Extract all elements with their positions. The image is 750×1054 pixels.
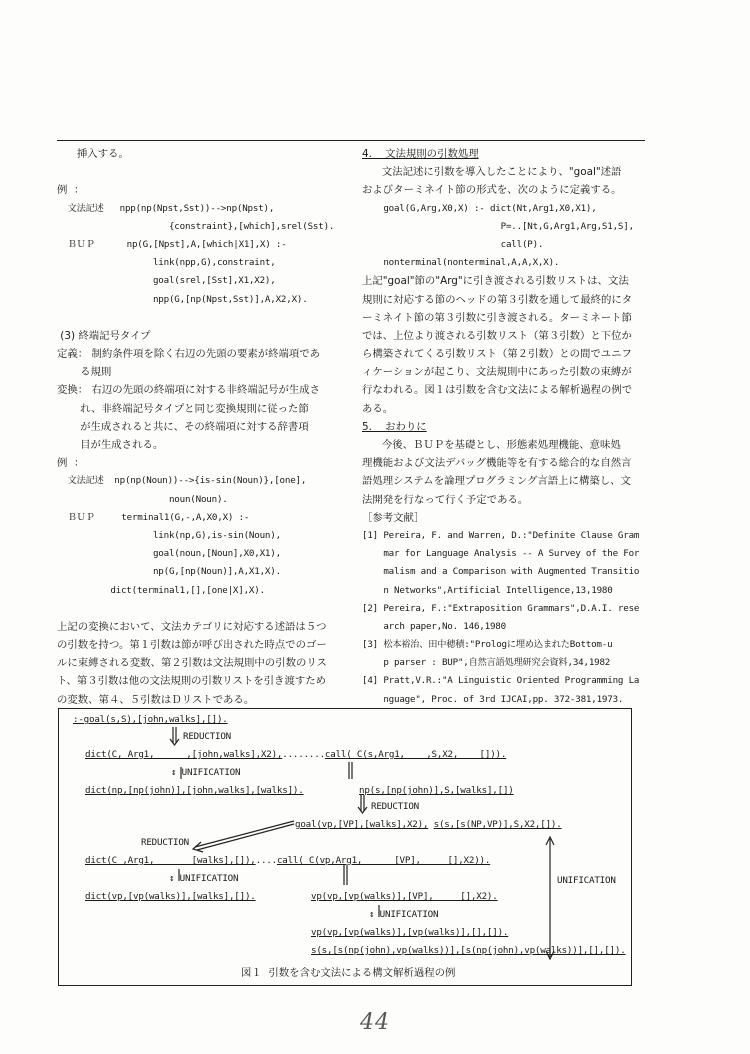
left-column-line: 文法記述 npp(np(Npst,Sst))-->np(Npst),: [57, 202, 275, 214]
right-column-line: 文法記述に引数を導入したことにより、"goal"述語: [362, 166, 622, 179]
fig-label-unification-1: ↕ UNIFICATION: [171, 767, 241, 778]
right-column-line: 規則に対応する節のヘッドの第３引数を通して最終的にタ: [362, 293, 633, 306]
left-column-line: の引数を持つ。第１引数は節が呼び出された時点でのゴー: [57, 639, 327, 652]
left-column-line: link(npp,G),constraint,: [57, 257, 276, 269]
right-column-line: n Networks",Artificial Intelligence,13,1980: [362, 584, 613, 596]
right-column-line: [4] Pratt,V.R.:"A Linguistic Oriented Programming La: [362, 675, 640, 687]
left-column-line: 定義： 制約条件項を除く右辺の先頭の要素が終端項であ: [57, 348, 321, 361]
fig-label-reduction-1: REDUCTION: [183, 731, 231, 742]
right-column-line: 4. 文法規則の引数処理: [362, 148, 479, 160]
page-number: 44: [360, 1010, 390, 1035]
left-column-line: link(np,G),is-sin(Noun),: [57, 529, 281, 541]
reduction-arrow-1: [170, 739, 179, 745]
left-column-line: (3) 終端記号タイプ: [57, 329, 151, 342]
left-column-line: の変数、第４、５引数はＤリストである。: [57, 693, 255, 706]
left-column-line: [57, 163, 353, 181]
right-column-line: arch paper,No. 146,1980: [362, 620, 506, 632]
left-column-line: が生成されると共に、その終端項に対する辞書項: [57, 420, 309, 433]
fig-label-unification-side: UNIFICATION: [557, 875, 616, 886]
fig-line-goal-vp: goal(vp,[VP],[walks],X2), s(s,[s(NP,VP)],S,X2,[]).: [295, 819, 562, 830]
right-column-line: 法開発を行なって行く予定である。: [362, 493, 529, 506]
left-column-line: 上記の変換において、文法カテゴリに対応する述語は５つ: [57, 620, 327, 633]
right-column-line: P=..[Nt,G,Arg1,Arg,S1,S],: [362, 220, 634, 232]
left-column-line: る規則: [57, 366, 112, 379]
right-column-line: では、上位より渡される引数リスト（第３引数）と下位か: [362, 329, 632, 342]
right-column-line: ら構築されてくる引数リスト（第２引数）との間でユニフ: [362, 348, 632, 361]
right-column-line: mar for Language Analysis -- A Survey of the For: [362, 548, 640, 560]
left-column-line: ＢＵＰ np(G,[Npst],A,[which|X1],X) :-: [57, 238, 287, 250]
left-column-line: np(G,[np(Noun)],A,X1,X).: [57, 566, 281, 578]
right-column-line: ［参考文献］: [362, 511, 425, 524]
fig-label-unification-2: ↕ UNIFICATION: [169, 873, 239, 884]
fig-line-dict-vp: dict(vp,[vp(walks)],[walks],[]).: [85, 891, 256, 902]
left-column-line: ルに束縛される変数、第２引数は文法規則中の引数のリス: [57, 657, 327, 670]
right-column-line: ーミネイト節の第３引数に引き渡される。ターミネート節: [362, 311, 632, 324]
right-column-line: 語処理システムを論理プログラミング言語上に構築し、文: [362, 475, 631, 488]
top-rule: [57, 140, 645, 141]
right-column-line: [1] Pereira, F. and Warren, D.:"Definite Clause Gram: [362, 529, 640, 541]
fig-line-dict-call-vp: dict(C ,Arg1, [walks],[]),....call( C(vp,Arg1, [VP], [],X2)).: [85, 855, 491, 866]
right-column-line: p parser : BUP",自然言語処理研究会資料,34,1982: [362, 657, 611, 669]
right-column-line: malism and a Comparison with Augmented Transitio: [362, 566, 640, 578]
right-column-line: call(P).: [362, 238, 544, 250]
left-column-line: ト、第３引数は他の文法規則の引数リストを引き渡すため: [57, 675, 327, 688]
left-column-line: 目が生成される。: [57, 439, 164, 451]
left-column-line: npp(G,[np(Npst,Sst)],A,X2,X).: [57, 293, 308, 305]
fig-line-s-result: s(s,[s(np(john),vp(walks))],[s(np(john),vp(walks))],[],[]).: [311, 945, 626, 956]
right-column-line: ィケーションが起こり、文法規則中にあった引数の束縛が: [362, 366, 632, 379]
right-column-line: 行なわれる。図１は引数を含む文法による解析過程の例で: [362, 384, 633, 397]
right-column-line: goal(G,Arg,X0,X) :- dict(Nt,Arg1,X0,X1),: [362, 202, 597, 214]
left-column-line: 文法記述 np(np(Noun))-->{is-sin(Noun)},[one],: [57, 475, 307, 487]
left-column-line: 例 ：: [57, 184, 85, 197]
left-column-line: 変換： 右辺の先頭の終端項に対する非終端記号が生成さ: [57, 384, 321, 397]
fig-label-reduction-2: REDUCTION: [371, 801, 419, 812]
left-column-line: 例 ：: [57, 457, 85, 470]
right-column-line: 理機能および文法デバッグ機能等を有する総合的な自然言: [362, 457, 632, 470]
right-column-line: およびターミネイト節の形式を、次のように定義する。: [362, 184, 622, 197]
fig-label-unification-3: ↕ UNIFICATION: [369, 909, 439, 920]
left-column-line: goal(srel,[Sst],X1,X2),: [57, 275, 276, 287]
left-column-line: [57, 600, 353, 618]
fig-line-np-s: np(s,[np(john)],S,[walks],[]): [359, 785, 514, 796]
left-column-line: noun(Noun).: [57, 493, 228, 505]
left-column-line: {constraint},[which],srel(Sst).: [57, 220, 335, 232]
fig-line-goal: :-goal(s,S),[john,walks],[]).: [73, 714, 228, 725]
right-column-line: nonterminal(nonterminal,A,A,X,X).: [362, 257, 560, 269]
left-column: [57, 145, 353, 709]
fig-label-reduction-3: REDUCTION: [141, 837, 189, 848]
right-column-line: nguage", Proc. of 3rd IJCAI,pp. 372-381,1973.: [362, 693, 624, 705]
fig-line-dict-call: dict(C, Arg1, ,[john,walks],X2),........call( C(s,Arg1, ,S,X2, [])).: [85, 749, 507, 760]
left-column-line: dict(terminal1,[],[one|X],X).: [57, 584, 265, 596]
right-column-line: [2] Pereira, F.:"Extraposition Grammars",D.A.I. rese: [362, 602, 640, 614]
left-column-line: [57, 309, 353, 327]
right-column-line: 5. おわりに: [362, 420, 427, 433]
fig-line-vp-vp: vp(vp,[vp(walks)],[VP], [],X2).: [311, 891, 498, 902]
right-column-line: ある。: [362, 402, 394, 415]
fig-line-dict-np: dict(np,[np(john)],[john,walks],[walks]).: [85, 785, 304, 796]
left-column-line: れ、非終端記号タイプと同じ変換規則に従った節: [57, 402, 309, 415]
left-column-line: goal(noun,[Noun],X0,X1),: [57, 548, 281, 560]
right-column-line: 今後、ＢＵＰを基礎とし、形態素処理機能、意味処: [362, 439, 621, 451]
figure-caption: 図１ 引数を含む文法による構文解析過程の例: [241, 967, 456, 979]
right-column: [362, 145, 650, 709]
left-column-line: ＢＵＰ terminal1(G,-,A,X0,X) :-: [57, 511, 250, 523]
right-column-line: [3] 松本裕治、田中穂積:"Prologに埋め込まれたBottom-u: [362, 639, 613, 651]
right-column-line: 上記"goal"節の"Arg"に引き渡される引数リストは、文法: [362, 275, 629, 288]
left-column-line: 挿入する。: [57, 148, 129, 160]
figure-1: [58, 708, 632, 986]
fig-line-vp-bound: vp(vp,[vp(walks)],[vp(walks)],[],[]).: [311, 927, 509, 938]
